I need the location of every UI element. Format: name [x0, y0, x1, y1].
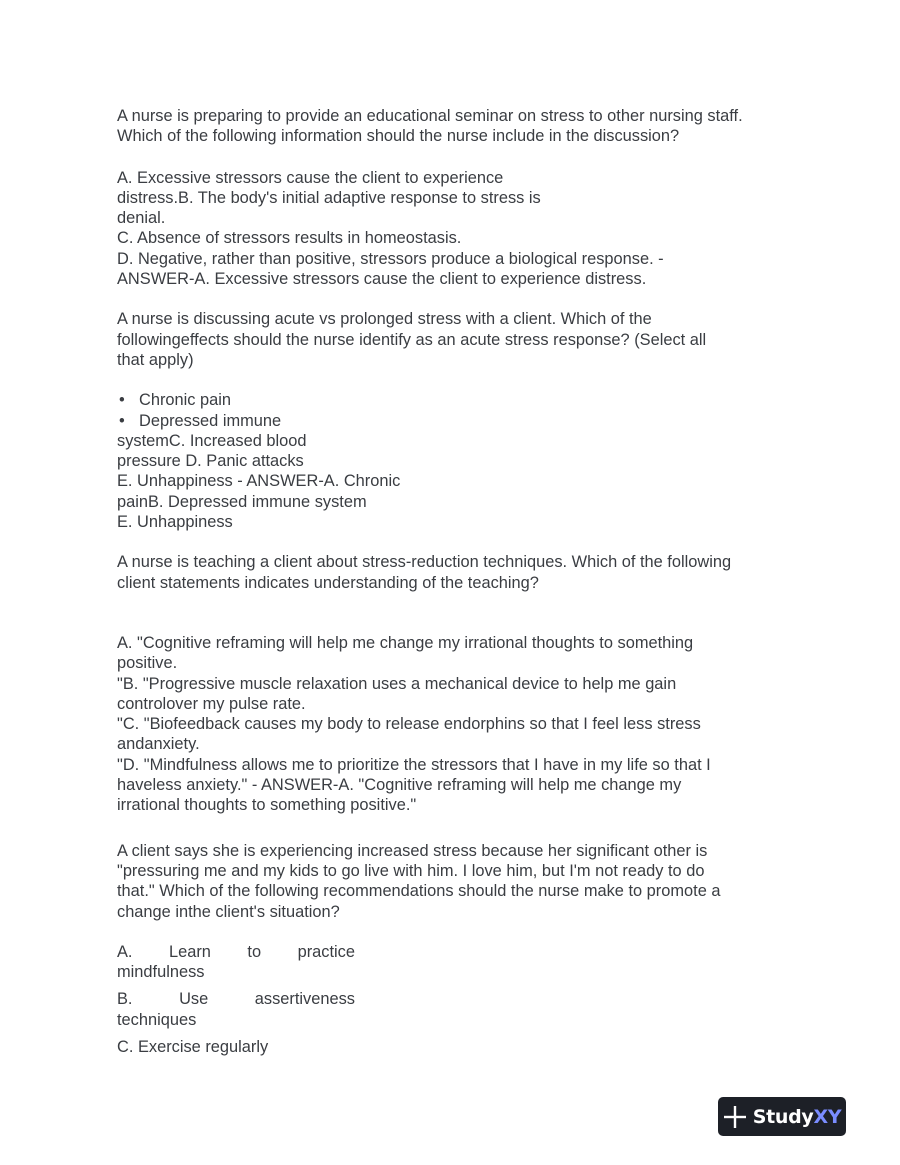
question-2 — [117, 309, 817, 532]
answer-option-b — [117, 989, 355, 1030]
bullet-item — [117, 411, 817, 431]
option-word: Use — [179, 990, 209, 1009]
answer-option: "D. "Mindfulness allows me to prioritize the stressors that I have in my life so that I — [117, 755, 711, 774]
question-text: followingeffects should the nurse identify as an acute stress response? (Select all — [117, 330, 707, 349]
question-4 — [117, 841, 817, 1058]
question-text: change inthe client's situation? — [117, 902, 340, 921]
answer-option: andanxiety. — [117, 735, 200, 754]
brand-logo — [753, 1106, 842, 1128]
question-text: A nurse is preparing to provide an educational seminar on stress to other nursing staff. — [117, 107, 743, 125]
answer-option: controlover my pulse rate. — [117, 694, 306, 713]
option-word: Learn — [169, 942, 211, 961]
bullet-item — [117, 390, 817, 410]
answer-option-a — [117, 942, 355, 983]
bullet-icon: • — [119, 411, 125, 430]
option-continuation: mindfulness — [117, 963, 205, 982]
answer-key: ANSWER-A. Excessive stressors cause the client to experience distress. — [117, 270, 647, 289]
question-text: A client says she is experiencing increased stress because her significant other is — [117, 841, 708, 860]
question-text: that apply) — [117, 350, 194, 369]
bullet-text: Chronic pain — [139, 391, 232, 410]
brand-accent: XY — [813, 1105, 842, 1128]
bullet-icon: • — [119, 391, 125, 410]
answer-option: C. Absence of stressors results in homeostasis. — [117, 229, 462, 248]
answer-option: A. Excessive stressors cause the client to experience — [117, 168, 504, 187]
answer-key: E. Unhappiness — [117, 513, 233, 532]
answer-key: haveless anxiety." - ANSWER-A. "Cognitive reframing will help me change my — [117, 776, 682, 795]
answer-key: E. Unhappiness - ANSWER-A. Chronic — [117, 472, 401, 491]
option-word: to — [247, 942, 262, 961]
question-1 — [117, 106, 817, 289]
question-text: that." Which of the following recommendations should the nurse make to promote a — [117, 882, 721, 901]
option-word: A. — [117, 942, 133, 961]
answer-key: irrational thoughts to something positive." — [117, 796, 417, 815]
question-text: Which of the following information should the nurse include in the discussion? — [117, 127, 680, 146]
brand-name: Study — [752, 1105, 814, 1128]
question-text: A nurse is discussing acute vs prolonged stress with a client. Which of the — [117, 310, 652, 329]
answer-option: positive. — [117, 654, 178, 673]
option-word: practice — [297, 942, 355, 961]
answer-option: denial. — [117, 209, 166, 228]
bullet-text: Depressed immune — [139, 411, 282, 430]
answer-option: pressure D. Panic attacks — [117, 452, 304, 471]
answer-option-c: C. Exercise regularly — [117, 1037, 269, 1056]
answer-option: A. "Cognitive reframing will help me change my irrational thoughts to something — [117, 633, 694, 652]
question-3 — [117, 552, 817, 815]
question-text: "pressuring me and my kids to go live with him. I love him, but I'm not ready to do — [117, 861, 705, 880]
studyxy-badge[interactable] — [718, 1097, 846, 1136]
answer-option: systemC. Increased blood — [117, 431, 307, 450]
option-continuation: techniques — [117, 1010, 197, 1029]
answer-option: "C. "Biofeedback causes my body to release endorphins so that I feel less stress — [117, 715, 701, 734]
document-page — [117, 106, 817, 1057]
question-text: client statements indicates understanding of the teaching? — [117, 573, 539, 592]
answer-key: painB. Depressed immune system — [117, 492, 367, 511]
option-word: assertiveness — [254, 990, 355, 1009]
question-text: A nurse is teaching a client about stress-reduction techniques. Which of the following — [117, 553, 732, 572]
plus-icon — [723, 1105, 747, 1129]
answer-option: "B. "Progressive muscle relaxation uses a mechanical device to help me gain — [117, 674, 677, 693]
answer-option: D. Negative, rather than positive, stressors produce a biological response. - — [117, 249, 664, 268]
answer-option: distress.B. The body's initial adaptive response to stress is — [117, 188, 541, 207]
option-word: B. — [117, 990, 133, 1009]
